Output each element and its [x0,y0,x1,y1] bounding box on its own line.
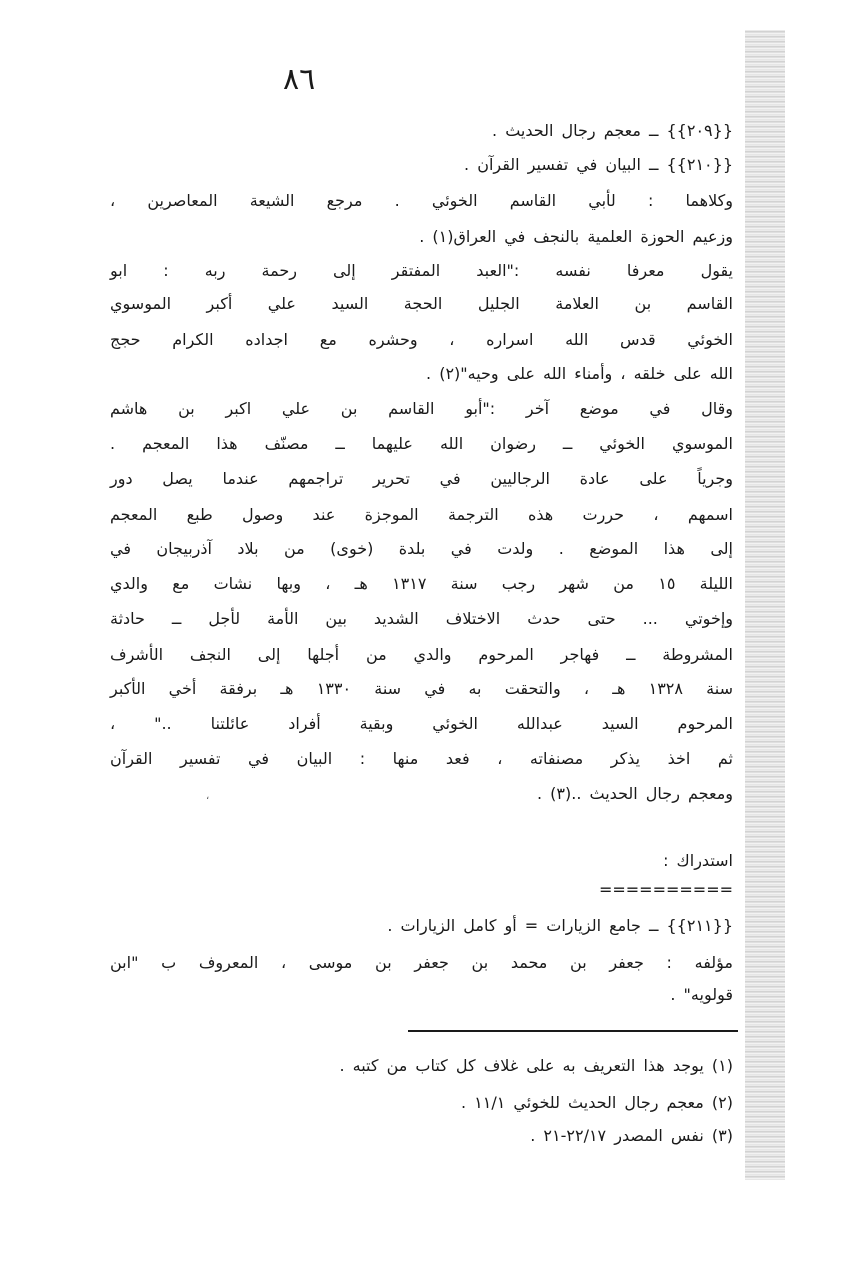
body-line: وكلاهما : لأبي القاسم الخوئي . مرجع الشيعة المعاصرين ، [110,191,733,210]
body-line: الموسوي الخوئي ــ رضوان الله عليهما ــ مصنّف هذا المعجم . [110,434,733,453]
addendum-author-line: قولويه" . [670,985,733,1004]
body-line: سنة ١٣٢٨ هـ ، والتحقت به في سنة ١٣٣٠ هـ برفقة أخي الأكبر [110,679,733,698]
addendum-author-line: مؤلفه : جعفر بن محمد بن جعفر بن موسى ، المعروف ب "ابن [110,953,733,972]
body-line: ومعجم رجال الحديث ..(٣) . [536,784,733,803]
body-line: وقال في موضع آخر :"أبو القاسم بن علي اكبر بن هاشم [110,399,733,418]
footnote: (٢) معجم رجال الحديث للخوئي ١١/١ . [460,1093,733,1112]
addendum-heading: استدراك : [663,851,733,870]
body-line: {{٢١٠}} ــ البيان في تفسير القرآن . [464,155,733,174]
body-line: المرحوم السيد عبدالله الخوئي وبقية أفراد عائلتنا .." ، [110,714,733,733]
body-line: وزعيم الحوزة العلمية بالنجف في العراق(١) . [419,227,733,246]
footnote-separator [408,1030,738,1032]
body-line: المشروطة ــ فهاجر المرحوم والدي من أجلها إلى النجف الأشرف [110,645,733,664]
body-line: الله على خلقه ، وأمناء الله على وحيه"(٢) . [426,364,733,383]
body-line: وإخوتي ... حتى حدث الاختلاف الشديد بين الأمة لأجل ــ حادثة [110,609,733,628]
scan-edge-strip [745,30,785,1180]
body-line: ثم اخذ يذكر مصنفاته ، فعد منها : البيان في تفسير القرآن [110,749,733,768]
footnote: (١) يوجد هذا التعريف به على غلاف كل كتاب من كتبه . [339,1056,733,1075]
addendum-entry-title: {{٢١١}} ــ جامع الزيارات = أو كامل الزيارات . [387,916,733,935]
body-line: اسمهم ، حررت هذه الترجمة الموجزة عند وصول طبع المعجم [110,505,733,524]
body-line: إلى هذا الموضع . ولدت في بلدة (خوى) من بلاد آذربيجان في [110,539,733,558]
body-line: {{٢٠٩}} ــ معجم رجال الحديث . [492,121,733,140]
stray-mark: ، [206,791,210,802]
body-line: يقول معرفا نفسه :"العبد المفتقر إلى رحمة ربه : ابو [110,261,733,280]
addendum-heading-underline: ========== [598,880,733,899]
body-line: القاسم بن العلامة الجليل الحجة السيد علي أكبر الموسوي [110,294,733,313]
footnote: (٣) نفس المصدر ٢٢/١٧-٢١ . [530,1126,733,1145]
body-line: وجرياً على عادة الرجاليين في تحرير تراجمهم عندما يصل دور [110,469,733,488]
body-line: الليلة ١٥ من شهر رجب سنة ١٣١٧ هـ ، وبها نشات مع والدي [110,574,734,593]
page-number: ٨٦ [283,62,316,97]
body-line: الخوئي قدس الله اسراره ، وحشره مع اجداده الكرام حجج [110,330,733,349]
